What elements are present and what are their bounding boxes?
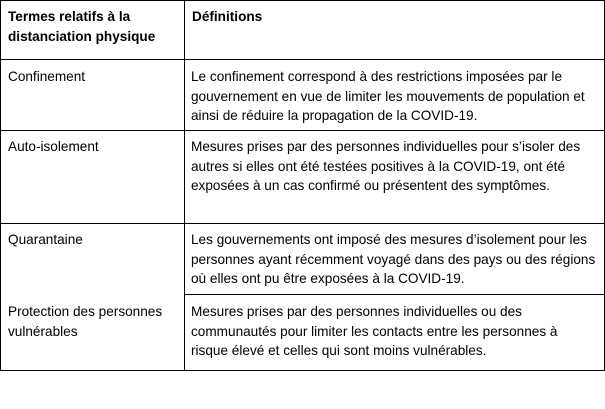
- table-row: [1, 296, 605, 371]
- definition-cell: Les gouvernements ont imposé des mesures d’isolement pour les personnes ayant récemment voyagé dans des pays ou des régions où elles ont pu être exposées à la COVID-19.: [185, 224, 605, 297]
- definition-cell: Mesures prises par des personnes individuelles pour s’isoler des autres si elles ont été testées positives à la COVID-19, ont été exposées à un cas confirmé ou présentent des symptômes.: [185, 131, 605, 224]
- table-row: [1, 224, 605, 297]
- definition-column-divider: [184, 294, 604, 295]
- term-cell: Quarantaine: [1, 224, 185, 297]
- table-header-row: [1, 1, 605, 60]
- table-row: [1, 131, 605, 224]
- definition-cell: Mesures prises par des personnes individuelles ou des communautés pour limiter les contacts entre les personnes à risque élevé et celles qui sont moins vulnérables.: [185, 296, 605, 371]
- definition-cell: Le confinement correspond à des restrictions imposées par le gouvernement en vue de limiter les mouvements de population et ainsi de réduire la propagation de la COVID-19.: [185, 60, 605, 131]
- table-row: [1, 60, 605, 131]
- term-cell: Auto-isolement: [1, 131, 185, 224]
- definition-column-header: Définitions: [185, 1, 605, 60]
- term-cell: Confinement: [1, 60, 185, 131]
- term-column-header: Termes relatifs à la distanciation physique: [1, 1, 185, 60]
- term-cell: Protection des personnes vulnérables: [1, 296, 185, 371]
